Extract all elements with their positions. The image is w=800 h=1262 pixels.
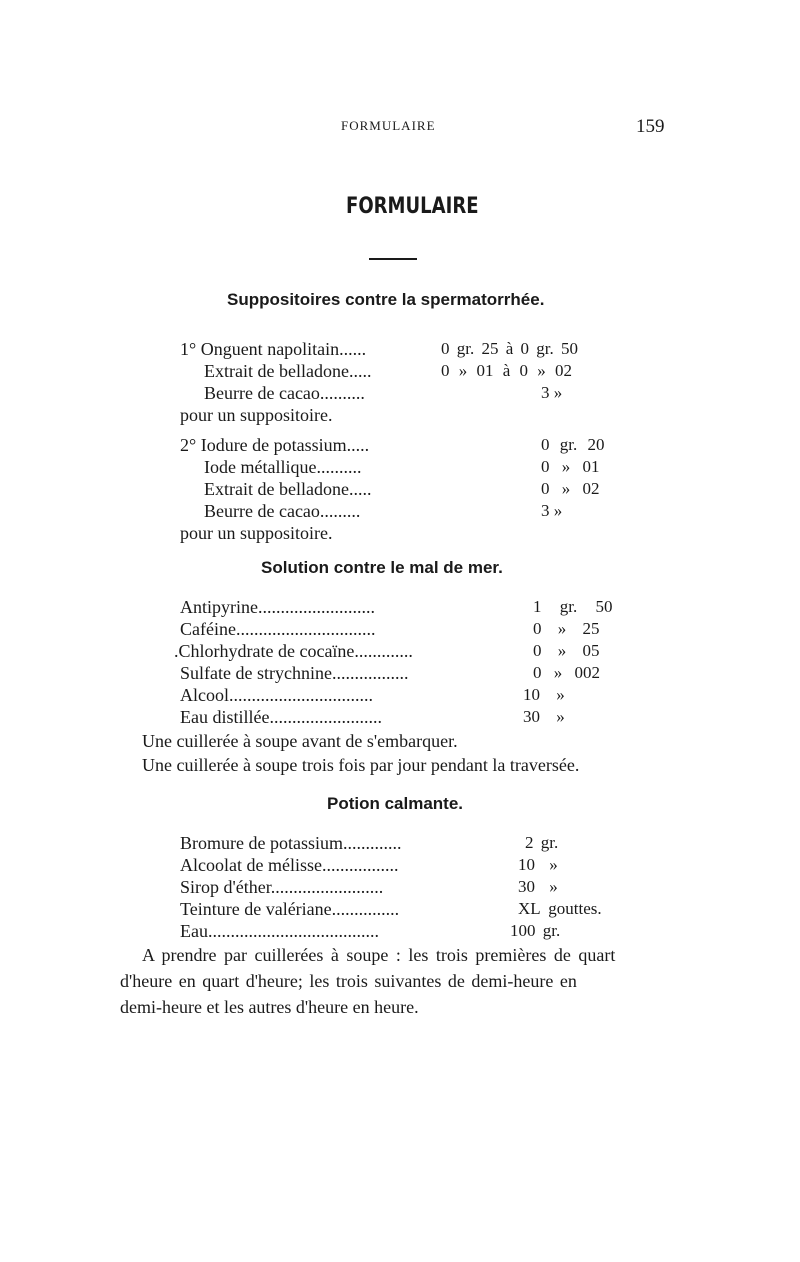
solution-row-5-qty: 10 » (523, 685, 565, 704)
page-title: FORMULAIRE (346, 194, 479, 219)
formula2-row-2-label: Iode métallique.......... (204, 457, 362, 477)
formula2-note: pour un suppositoire. (180, 523, 333, 543)
potion-instructions (0, 942, 800, 1032)
formula1-row-2-qty: 0 » 01 à 0 » 02 (441, 361, 573, 380)
instruction-line-2: d'heure en quart d'heure; les trois suivantes de demi-heure en (120, 971, 577, 991)
solution-row-1-qty: 1 gr. 50 (533, 597, 613, 616)
potion-row-4-qty: XL gouttes. (518, 899, 602, 918)
solution-row-4-label: Sulfate de strychnine................. (180, 663, 409, 683)
solution-row-4-qty: 0 » 002 (533, 663, 600, 682)
section-title-solution: Solution contre le mal de mer. (261, 558, 503, 577)
potion-row-3-label: Sirop d'éther......................... (180, 877, 384, 897)
solution-row-2-label: Caféine............................... (180, 619, 376, 639)
solution-row-2-qty: 0 » 25 (533, 619, 600, 638)
formula2-row-2-qty: 0 » 01 (541, 457, 600, 476)
section-title-suppositoires: Suppositoires contre la spermatorrhée. (227, 290, 545, 309)
formula1-row-1-qty: 0 gr. 25 à 0 gr. 50 (441, 339, 578, 358)
formula1-row-3-label: Beurre de cacao.......... (204, 383, 365, 403)
solution-row-6-qty: 30 » (523, 707, 565, 726)
formula1-row-1-label: 1° Onguent napolitain...... (180, 339, 367, 359)
potion-row-1-qty: 2 gr. (525, 833, 559, 852)
title-rule (369, 258, 417, 260)
page-number: 159 (636, 116, 665, 137)
solution-note-2: Une cuillerée à soupe trois fois par jour pendant la traversée. (142, 755, 580, 775)
instruction-line-1: A prendre par cuillerées à soupe : les trois premières de quart (142, 945, 616, 965)
formula1-note: pour un suppositoire. (180, 405, 333, 425)
potion-row-2-qty: 10 » (518, 855, 558, 874)
section-title-potion: Potion calmante. (327, 794, 464, 813)
formula2-row-3-qty: 0 » 02 (541, 479, 600, 498)
potion-row-3-qty: 30 » (518, 877, 558, 896)
potion-row-1-label: Bromure de potassium............. (180, 833, 402, 853)
potion-row-4-label: Teinture de valériane............... (180, 899, 400, 919)
potion-row-5-label: Eau...................................... (180, 921, 379, 941)
potion-row-2-label: Alcoolat de mélisse................. (180, 855, 399, 875)
solution-row-3-qty: 0 » 05 (533, 641, 600, 660)
running-head (0, 116, 800, 136)
solution-row-5-label: Alcool................................ (180, 685, 373, 705)
solution-row-3-label: .Chlorhydrate de cocaïne............. (174, 641, 413, 661)
running-head-title: FORMULAIRE (341, 118, 436, 133)
formula1-row-2-label: Extrait de belladone..... (204, 361, 372, 381)
solution-row-1-label: Antipyrine.......................... (180, 597, 375, 617)
formula2-row-4-label: Beurre de cacao......... (204, 501, 361, 521)
formula2-row-3-label: Extrait de belladone..... (204, 479, 372, 499)
formula2-row-1-qty: 0 gr. 20 (541, 435, 605, 454)
solution-row-6-label: Eau distillée......................... (180, 707, 382, 727)
solution-note-1: Une cuillerée à soupe avant de s'embarquer. (142, 731, 458, 751)
formula2-row-4-qty: 3 » (541, 501, 563, 520)
instruction-line-3: demi-heure et les autres d'heure en heure. (120, 997, 419, 1017)
potion-row-5-qty: 100 gr. (510, 921, 561, 940)
formula2-row-1-label: 2° Iodure de potassium..... (180, 435, 370, 455)
formula1-row-3-qty: 3 » (541, 383, 563, 402)
